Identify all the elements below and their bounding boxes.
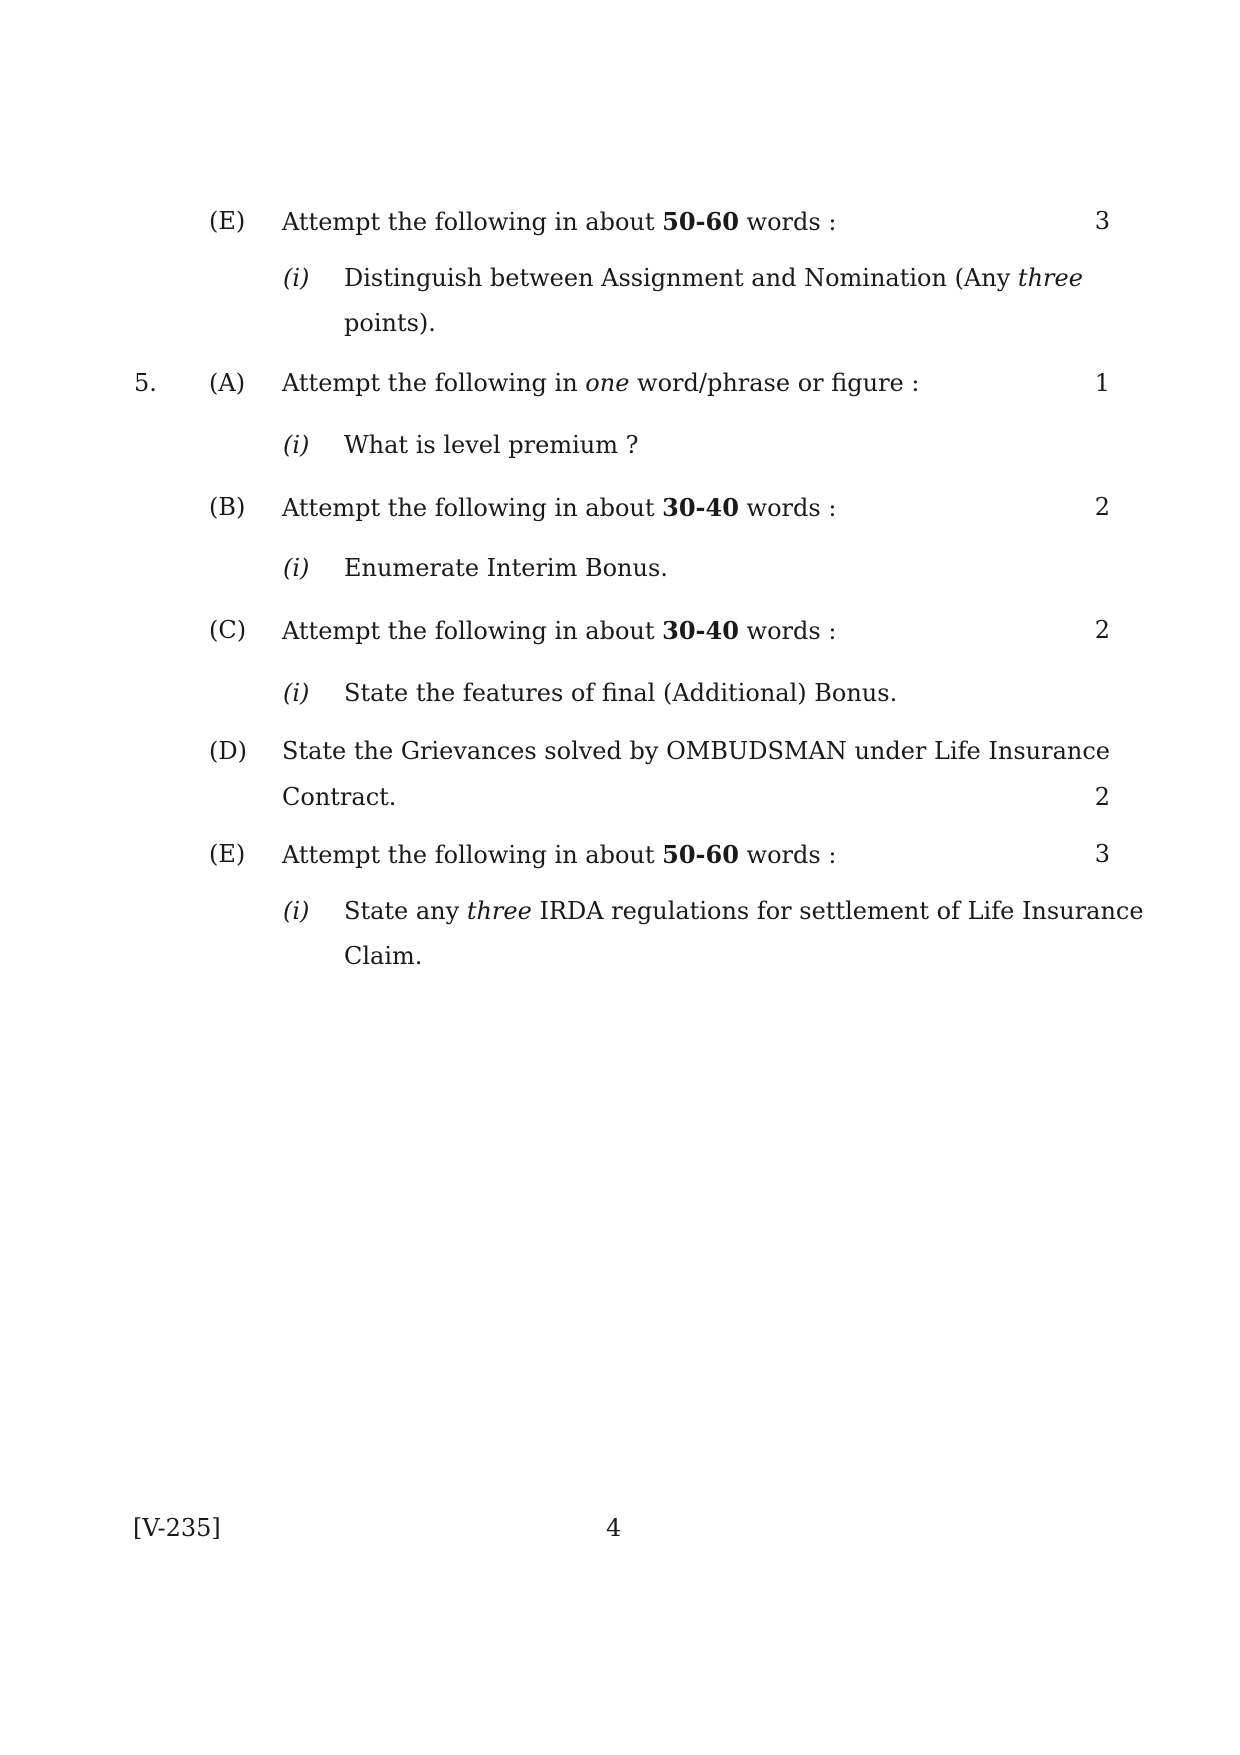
q5-d-label: (D) [209,737,247,765]
q5-b-instruction-pre: Attempt the following in about [282,494,663,522]
q5-e-sub-line1-italic: three [466,897,532,925]
q4-e-word-count: 50-60 [662,207,739,236]
q5-e-instruction-post: words : [738,841,837,869]
q5-c-instruction-pre: Attempt the following in about [282,617,663,645]
q5-b-word-count: 30-40 [662,493,739,522]
q5-d-marks: 2 [1094,783,1110,811]
q5-e-sub-line1-post: IRDA regulations for settlement of Life Insurance [531,897,1144,925]
q5-d-line1: State the Grievances solved by OMBUDSMAN under Life Insurance [282,737,1110,765]
q5-c-instruction [282,616,836,645]
q4-e-sub-line1 [344,264,1083,292]
page-number: 4 [606,1514,622,1542]
q5-e-label: (E) [209,840,246,868]
q4-e-instruction [282,207,836,236]
paper-code: [V-235] [133,1514,221,1542]
q5-a-instruction-post: word/phrase or figure : [629,369,920,397]
q5-c-marks: 2 [1094,616,1110,644]
q5-e-sub-line1 [344,897,1144,925]
q4-e-sub-number: (i) [283,264,310,292]
q5-a-sub-number: (i) [283,431,310,459]
q5-c-word-count: 30-40 [662,616,739,645]
q5-b-label: (B) [209,493,246,521]
q5-a-instruction-pre: Attempt the following in [282,369,586,397]
q5-e-marks: 3 [1094,840,1110,868]
q5-a-marks: 1 [1094,369,1110,397]
q4-e-sub-line1-text: Distinguish between Assignment and Nomination (Any [344,264,1018,292]
q5-e-sub-line1-pre: State any [344,897,467,925]
q5-e-sub-number: (i) [283,897,310,925]
q5-a-sub-text: What is level premium ? [344,431,639,459]
q5-number: 5. [134,369,157,397]
q4-e-sub-line1-italic: three [1017,264,1083,292]
q5-c-instruction-post: words : [738,617,837,645]
q4-e-marks: 3 [1094,207,1110,235]
q5-a-instruction [282,369,919,397]
q5-b-sub-number: (i) [283,554,310,582]
q4-e-label: (E) [209,207,246,235]
q5-c-label: (C) [209,616,247,644]
q5-e-sub-line2: Claim. [344,942,423,970]
q5-b-marks: 2 [1094,493,1110,521]
q5-a-label: (A) [209,369,246,397]
q4-e-instruction-pre: Attempt the following in about [282,208,663,236]
q5-b-sub-text: Enumerate Interim Bonus. [344,554,668,582]
q5-e-instruction [282,840,836,869]
q4-e-instruction-post: words : [738,208,837,236]
q5-c-sub-number: (i) [283,679,310,707]
q5-c-sub-text: State the features of final (Additional) Bonus. [344,679,898,707]
q4-e-sub-line2: points). [344,309,436,337]
q5-e-instruction-pre: Attempt the following in about [282,841,663,869]
q5-b-instruction [282,493,836,522]
q5-a-instruction-italic: one [585,369,630,397]
q5-b-instruction-post: words : [738,494,837,522]
q5-e-word-count: 50-60 [662,840,739,869]
q5-d-line2: Contract. [282,783,397,811]
